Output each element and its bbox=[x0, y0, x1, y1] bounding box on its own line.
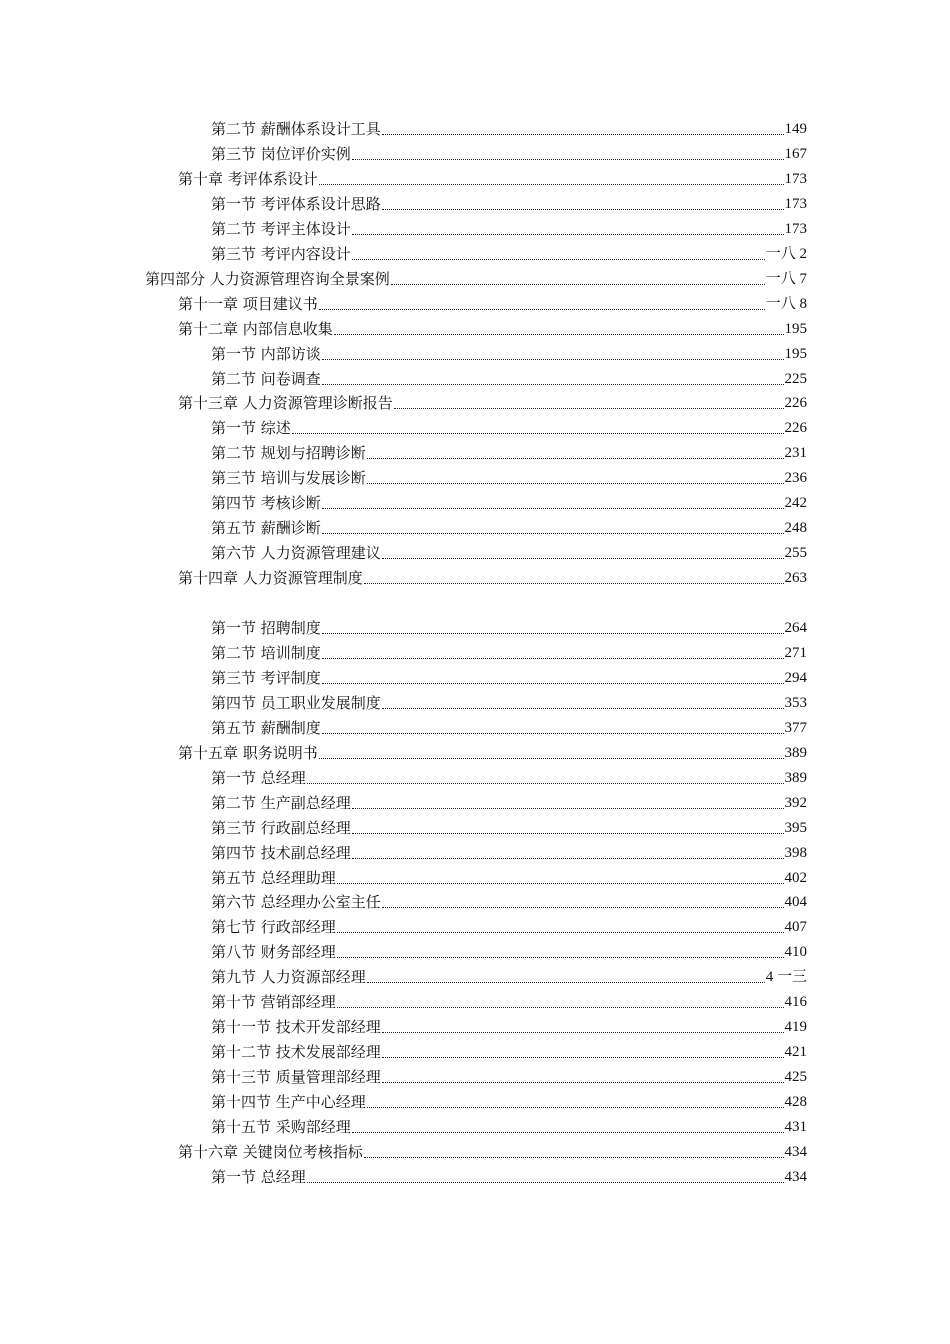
toc-section-entry[interactable] bbox=[211, 1113, 807, 1137]
toc-entry-label: 第九节 人力资源部经理 bbox=[211, 968, 366, 987]
toc-page-number: 226 bbox=[784, 420, 807, 437]
toc-page-number: 一八 2 bbox=[765, 245, 807, 262]
toc-entry-label: 第三节 培训与发展诊断 bbox=[211, 469, 366, 488]
toc-part-entry[interactable] bbox=[145, 265, 807, 289]
toc-dot-leader bbox=[322, 496, 784, 509]
toc-dot-leader bbox=[334, 322, 784, 335]
toc-section-entry[interactable] bbox=[211, 439, 807, 463]
toc-section-entry[interactable] bbox=[211, 689, 807, 713]
toc-page-number: 389 bbox=[784, 769, 807, 786]
toc-page-number: 248 bbox=[784, 520, 807, 537]
toc-dot-leader bbox=[382, 197, 784, 210]
toc-dot-leader bbox=[352, 1120, 784, 1133]
toc-page-number: 226 bbox=[784, 395, 807, 412]
toc-dot-leader bbox=[364, 1145, 784, 1158]
toc-dot-leader bbox=[322, 372, 784, 385]
toc-dot-leader bbox=[352, 821, 784, 834]
toc-dot-leader bbox=[382, 546, 784, 559]
toc-dot-leader bbox=[337, 871, 784, 884]
toc-page-number: 419 bbox=[784, 1019, 807, 1036]
toc-page-number: 225 bbox=[784, 370, 807, 387]
toc-section-entry[interactable] bbox=[211, 1088, 807, 1112]
toc-entry-label: 第三节 考评制度 bbox=[211, 668, 321, 687]
toc-dot-leader bbox=[382, 895, 784, 908]
toc-page-number: 231 bbox=[784, 445, 807, 462]
toc-dot-leader bbox=[394, 396, 784, 409]
toc-dot-leader bbox=[352, 222, 784, 235]
toc-entry-label: 第十一章 项目建议书 bbox=[178, 294, 318, 313]
toc-dot-leader bbox=[319, 746, 784, 759]
toc-entry-label: 第六节 人力资源管理建议 bbox=[211, 544, 381, 563]
toc-chapter-entry[interactable] bbox=[178, 290, 807, 314]
toc-entry-label: 第十节 营销部经理 bbox=[211, 993, 336, 1012]
toc-page-number: 398 bbox=[784, 844, 807, 861]
toc-section-entry[interactable] bbox=[211, 864, 807, 888]
toc-section-entry[interactable] bbox=[211, 514, 807, 538]
toc-dot-leader bbox=[382, 1020, 784, 1033]
toc-entry-label: 第二节 规划与招聘诊断 bbox=[211, 444, 366, 463]
toc-page-number: 242 bbox=[784, 495, 807, 512]
toc-entry-label: 第五节 薪酬诊断 bbox=[211, 519, 321, 538]
toc-entry-label: 第二节 生产副总经理 bbox=[211, 793, 351, 812]
toc-section-entry[interactable] bbox=[211, 664, 807, 688]
toc-dot-leader bbox=[382, 1045, 784, 1058]
toc-page-number: 410 bbox=[784, 944, 807, 961]
toc-page-number: 421 bbox=[784, 1044, 807, 1061]
toc-section-entry[interactable] bbox=[211, 614, 807, 638]
toc-page-number: 389 bbox=[784, 744, 807, 761]
toc-page-number: 一八 7 bbox=[765, 270, 807, 287]
toc-entry-label: 第十五节 采购部经理 bbox=[211, 1118, 351, 1136]
toc-dot-leader bbox=[322, 621, 784, 634]
toc-dot-leader bbox=[337, 920, 784, 933]
toc-entry-label: 第十六章 关键岗位考核指标 bbox=[178, 1142, 363, 1161]
toc-page-number: 416 bbox=[784, 994, 807, 1011]
toc-dot-leader bbox=[292, 421, 784, 434]
toc-page-number: 431 bbox=[784, 1119, 807, 1135]
toc-page-number: 173 bbox=[784, 170, 807, 187]
toc-section-entry[interactable] bbox=[211, 464, 807, 488]
toc-dot-leader bbox=[382, 696, 784, 709]
toc-section-entry[interactable] bbox=[211, 1163, 807, 1187]
toc-entry-label: 第十二章 内部信息收集 bbox=[178, 319, 333, 338]
toc-entry-label: 第十二节 技术发展部经理 bbox=[211, 1043, 381, 1062]
toc-section-entry[interactable] bbox=[211, 988, 807, 1012]
toc-entry-label: 第十四节 生产中心经理 bbox=[211, 1093, 366, 1112]
toc-section-entry[interactable] bbox=[211, 764, 807, 788]
toc-entry-label: 第一节 总经理 bbox=[211, 1167, 306, 1186]
toc-entry-label: 第四部分 人力资源管理咨询全景案例 bbox=[145, 269, 390, 288]
toc-page-number: 404 bbox=[784, 894, 807, 911]
toc-dot-leader bbox=[322, 521, 784, 534]
toc-chapter-entry[interactable] bbox=[178, 165, 807, 189]
toc-section-entry[interactable] bbox=[211, 814, 807, 838]
toc-dot-leader bbox=[367, 1095, 784, 1108]
toc-dot-leader bbox=[319, 297, 765, 310]
toc-section-entry[interactable] bbox=[211, 1038, 807, 1062]
toc-entry-label: 第二节 问卷调查 bbox=[211, 369, 321, 388]
toc-entry-label: 第四节 技术副总经理 bbox=[211, 843, 351, 862]
toc-chapter-entry[interactable] bbox=[178, 1138, 807, 1162]
toc-entry-label: 第七节 行政部经理 bbox=[211, 918, 336, 937]
toc-entry-label: 第十五章 职务说明书 bbox=[178, 743, 318, 762]
toc-dot-leader bbox=[382, 1070, 784, 1083]
toc-section-entry[interactable] bbox=[211, 639, 807, 663]
toc-page-number: 173 bbox=[784, 220, 807, 237]
toc-section-entry[interactable] bbox=[211, 190, 807, 214]
toc-entry-label: 第一节 总经理 bbox=[211, 768, 306, 787]
toc-dot-leader bbox=[367, 970, 765, 983]
toc-page-number: 271 bbox=[784, 644, 807, 661]
toc-page-number: 149 bbox=[784, 121, 807, 137]
toc-entry-label: 第六节 总经理办公室主任 bbox=[211, 893, 381, 912]
toc-entry-label: 第四节 员工职业发展制度 bbox=[211, 693, 381, 712]
toc-section-entry[interactable] bbox=[211, 1063, 807, 1087]
toc-section-entry[interactable] bbox=[211, 714, 807, 738]
toc-entry-label: 第十三节 质量管理部经理 bbox=[211, 1068, 381, 1087]
toc-entry-label: 第五节 薪酬制度 bbox=[211, 718, 321, 737]
toc-entry-label: 第一节 综述 bbox=[211, 419, 291, 438]
toc-page-number: 173 bbox=[784, 195, 807, 212]
toc-page-number: 407 bbox=[784, 919, 807, 936]
toc-dot-leader bbox=[307, 1170, 784, 1183]
toc-entry-label: 第十章 考评体系设计 bbox=[178, 169, 318, 188]
toc-page-number: 294 bbox=[784, 669, 807, 686]
toc-page-number: 236 bbox=[784, 470, 807, 487]
toc-entry-label: 第一节 考评体系设计思路 bbox=[211, 194, 381, 213]
toc-dot-leader bbox=[367, 446, 784, 459]
toc-dot-leader bbox=[337, 945, 784, 958]
toc-dot-leader bbox=[322, 721, 784, 734]
toc-entry-label: 第十三章 人力资源管理诊断报告 bbox=[178, 394, 393, 413]
toc-page-number: 195 bbox=[784, 345, 807, 362]
toc-entry-label: 第四节 考核诊断 bbox=[211, 494, 321, 513]
toc-page-number: 一八 8 bbox=[765, 295, 807, 312]
toc-page-number: 428 bbox=[784, 1094, 807, 1111]
toc-page-number: 264 bbox=[784, 620, 807, 636]
toc-section-entry[interactable] bbox=[211, 115, 807, 139]
toc-dot-leader bbox=[352, 247, 765, 260]
toc-page-number: 425 bbox=[784, 1069, 807, 1086]
toc-entry-label: 第十一节 技术开发部经理 bbox=[211, 1018, 381, 1037]
toc-dot-leader bbox=[382, 122, 784, 135]
toc-entry-label: 第三节 岗位评价实例 bbox=[211, 144, 351, 163]
toc-page-number: 195 bbox=[784, 320, 807, 337]
toc-page-number: 167 bbox=[784, 145, 807, 162]
toc-section-entry[interactable] bbox=[211, 963, 807, 987]
toc-dot-leader bbox=[307, 771, 784, 784]
toc-section-entry[interactable] bbox=[211, 888, 807, 912]
toc-section-entry[interactable] bbox=[211, 1013, 807, 1037]
toc-page-number: 377 bbox=[784, 719, 807, 736]
toc-section-entry[interactable] bbox=[211, 489, 807, 513]
toc-section-entry[interactable] bbox=[211, 140, 807, 164]
toc-section-entry[interactable] bbox=[211, 539, 807, 563]
toc-page-number: 353 bbox=[784, 694, 807, 711]
toc-entry-label: 第一节 招聘制度 bbox=[211, 619, 321, 637]
toc-section-entry[interactable] bbox=[211, 340, 807, 364]
toc-chapter-entry[interactable] bbox=[178, 315, 807, 339]
toc-page-number: 434 bbox=[784, 1168, 807, 1185]
toc-page-number: 263 bbox=[784, 570, 807, 587]
toc-dot-leader bbox=[352, 796, 784, 809]
toc-entry-label: 第二节 考评主体设计 bbox=[211, 219, 351, 238]
toc-dot-leader bbox=[337, 995, 784, 1008]
toc-chapter-entry[interactable] bbox=[178, 564, 807, 588]
toc-dot-leader bbox=[391, 272, 765, 285]
toc-page-number: 402 bbox=[784, 869, 807, 886]
toc-chapter-entry[interactable] bbox=[178, 739, 807, 763]
toc-entry-label: 第一节 内部访谈 bbox=[211, 344, 321, 363]
toc-entry-label: 第八节 财务部经理 bbox=[211, 943, 336, 962]
toc-section-entry[interactable] bbox=[211, 365, 807, 389]
toc-entry-label: 第三节 行政副总经理 bbox=[211, 818, 351, 837]
toc-section-entry[interactable] bbox=[211, 913, 807, 937]
toc-dot-leader bbox=[322, 646, 784, 659]
toc-entry-label: 第二节 薪酬体系设计工具 bbox=[211, 120, 381, 138]
toc-page-number: 392 bbox=[784, 794, 807, 811]
toc-dot-leader bbox=[364, 571, 784, 584]
toc-entry-label: 第二节 培训制度 bbox=[211, 643, 321, 662]
toc-dot-leader bbox=[322, 671, 784, 684]
toc-section-entry[interactable] bbox=[211, 414, 807, 438]
toc-section-entry[interactable] bbox=[211, 938, 807, 962]
toc-chapter-entry[interactable] bbox=[178, 389, 807, 413]
toc-page-number: 434 bbox=[784, 1143, 807, 1160]
toc-entry-label: 第五节 总经理助理 bbox=[211, 868, 336, 887]
toc-page-number: 395 bbox=[784, 819, 807, 836]
toc-entry-label: 第三节 考评内容设计 bbox=[211, 244, 351, 263]
toc-page-number: 255 bbox=[784, 545, 807, 562]
toc-page-number: 4 一三 bbox=[765, 969, 807, 986]
toc-dot-leader bbox=[352, 147, 784, 160]
toc-dot-leader bbox=[352, 846, 784, 859]
toc-section-entry[interactable] bbox=[211, 789, 807, 813]
toc-entry-label: 第十四章 人力资源管理制度 bbox=[178, 569, 363, 588]
toc-section-entry[interactable] bbox=[211, 240, 807, 264]
toc-dot-leader bbox=[367, 471, 784, 484]
toc-section-entry[interactable] bbox=[211, 215, 807, 239]
toc-section-entry[interactable] bbox=[211, 839, 807, 863]
toc-dot-leader bbox=[319, 172, 784, 185]
toc-dot-leader bbox=[322, 347, 784, 360]
